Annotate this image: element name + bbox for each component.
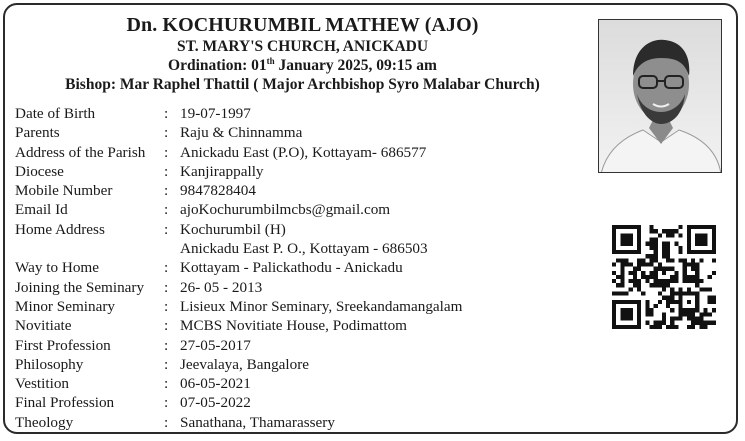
ordination-suffix: January 2025, 09:15 am	[274, 57, 437, 74]
detail-value: Kottayam - Palickathodu - Anickadu	[180, 259, 403, 277]
detail-row	[15, 181, 462, 200]
detail-separator	[164, 239, 180, 258]
detail-value: Lisieux Minor Seminary, Sreekandamangalam	[180, 297, 463, 315]
detail-separator: :	[164, 317, 169, 335]
detail-row	[15, 258, 462, 277]
details-table	[15, 104, 462, 432]
ordination-line	[15, 56, 590, 75]
detail-row	[15, 104, 462, 123]
detail-label: Diocese	[15, 162, 64, 180]
detail-separator: :	[164, 375, 169, 393]
detail-separator: :	[164, 124, 169, 142]
detail-label: Date of Birth	[15, 105, 96, 122]
detail-separator: :	[164, 413, 169, 431]
detail-separator: :	[164, 201, 169, 219]
detail-value: Kochurumbil (H)	[180, 220, 286, 238]
detail-row	[15, 413, 462, 432]
portrait-photo	[598, 19, 722, 173]
detail-value: MCBS Novitiate House, Podimattom	[180, 317, 407, 335]
detail-row	[15, 374, 462, 393]
detail-row	[15, 220, 462, 239]
card-header	[15, 13, 590, 94]
detail-row	[15, 123, 462, 142]
detail-value: 27-05-2017	[180, 336, 251, 354]
detail-row	[15, 162, 462, 181]
detail-separator: :	[164, 394, 169, 412]
detail-row	[15, 336, 462, 355]
detail-label: Email Id	[15, 201, 68, 219]
detail-label: Way to Home	[15, 259, 99, 277]
detail-row	[15, 239, 462, 258]
detail-value: Jeevalaya, Bangalore	[180, 355, 310, 373]
detail-separator: :	[164, 105, 169, 122]
detail-label: Home Address	[15, 220, 105, 238]
ordination-prefix: Ordination: 01	[168, 57, 267, 74]
detail-label	[15, 239, 164, 258]
detail-label: Minor Seminary	[15, 297, 115, 315]
detail-row	[15, 316, 462, 335]
detail-row	[15, 278, 462, 297]
detail-value: 06-05-2021	[180, 375, 251, 393]
profile-card	[3, 3, 738, 434]
detail-label: Philosophy	[15, 355, 84, 373]
detail-label: Joining the Seminary	[15, 278, 145, 296]
detail-separator: :	[164, 355, 169, 373]
detail-value: Sanathana, Thamarassery	[180, 413, 335, 431]
detail-label: Novitiate	[15, 317, 72, 335]
detail-row	[15, 143, 462, 162]
detail-value: 9847828404	[180, 182, 256, 200]
detail-value: 19-07-1997	[180, 105, 251, 122]
ordination-sup: th	[266, 55, 275, 66]
detail-row	[15, 355, 462, 374]
detail-separator: :	[164, 278, 169, 296]
qr-code-icon	[612, 225, 716, 329]
bishop-line: Bishop: Mar Raphel Thattil ( Major Archbishop Syro Malabar Church)	[65, 76, 540, 93]
detail-value: ajoKochurumbilmcbs@gmail.com	[180, 201, 391, 219]
detail-value: Raju & Chinnamma	[180, 124, 303, 142]
detail-label: Address of the Parish	[15, 143, 146, 161]
detail-label: Parents	[15, 124, 60, 142]
detail-separator: :	[164, 162, 169, 180]
portrait-icon	[599, 20, 722, 173]
detail-label: Theology	[15, 413, 74, 431]
detail-value: Anickadu East P. O., Kottayam - 686503	[180, 240, 428, 258]
detail-separator: :	[164, 259, 169, 277]
detail-separator: :	[164, 182, 169, 200]
detail-row	[15, 200, 462, 219]
detail-label: Vestition	[15, 375, 70, 393]
detail-value: Anickadu East (P.O), Kottayam- 686577	[180, 143, 427, 161]
detail-value: 26- 05 - 2013	[180, 278, 263, 296]
detail-label: First Profession	[15, 336, 111, 354]
detail-separator: :	[164, 297, 169, 315]
detail-separator: :	[164, 336, 169, 354]
detail-value: Kanjirappally	[180, 162, 264, 180]
detail-separator: :	[164, 220, 169, 238]
detail-value: 07-05-2022	[180, 394, 251, 412]
church-name: ST. MARY'S CHURCH, ANICKADU	[176, 38, 429, 55]
detail-separator: :	[164, 143, 169, 161]
detail-label: Final Profession	[15, 394, 115, 412]
deacon-name: Dn. KOCHURUMBIL MATHEW (AJO)	[126, 14, 479, 36]
detail-label: Mobile Number	[15, 182, 113, 200]
detail-row	[15, 297, 462, 316]
detail-row	[15, 393, 462, 412]
